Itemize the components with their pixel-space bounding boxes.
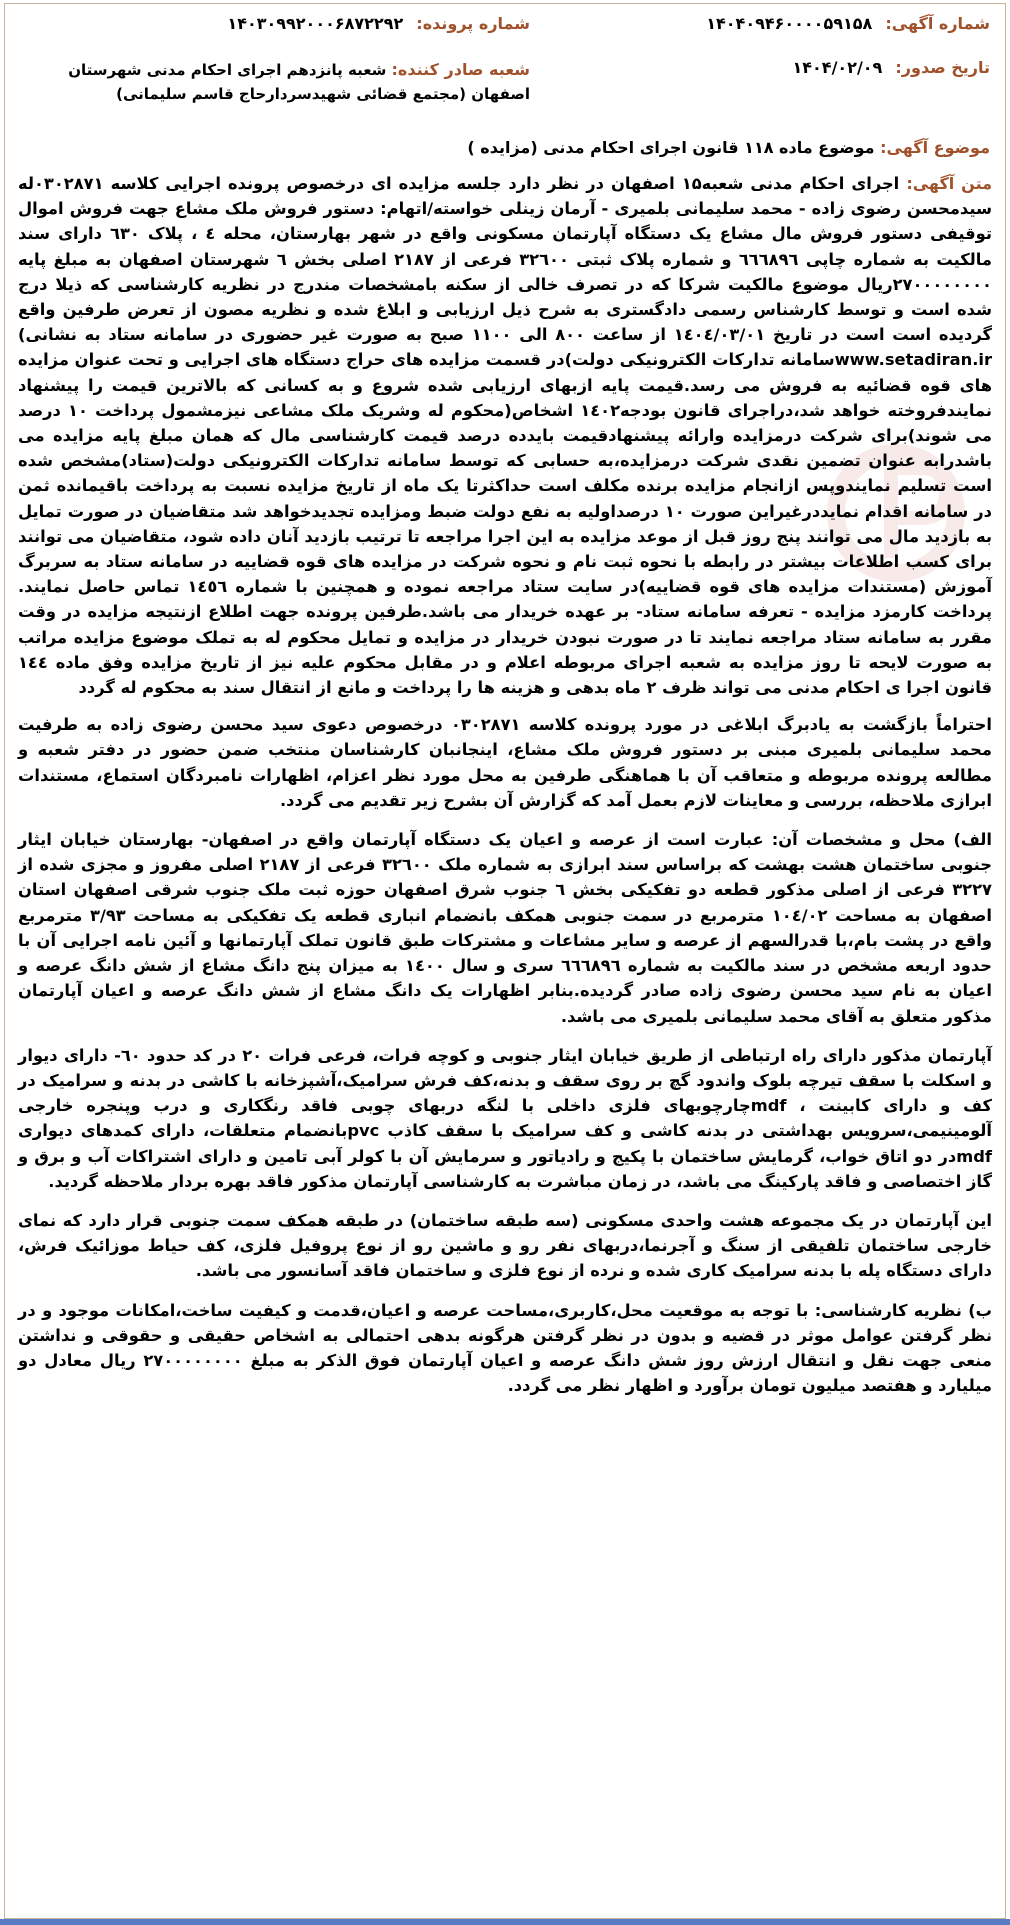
issuing-branch-field	[20, 58, 530, 106]
issue-date-label: تاریخ صدور:	[895, 58, 990, 77]
issuing-branch-value: شعبه پانزدهم اجرای احکام مدنی شهرستان اصفهان (مجتمع قضائی شهیدسردارحاج قاسم سلیمانی)	[68, 61, 530, 103]
body-paragraph	[18, 171, 992, 700]
subject-label: موضوع آگهی:	[880, 138, 990, 157]
notice-document	[10, 14, 1000, 1412]
notice-number-label: شماره آگهی:	[885, 14, 990, 33]
body-paragraph: آپارتمان مذکور دارای راه ارتباطی از طریق خیابان ایثار جنوبی و کوچه فرات، فرعی فرات ۲۰ در کد حدود ٦۰- دارای دیوار و اسکلت با سقف تیرچه بلوک واندود گچ بر روی سقف و بدنه،کف فرش سرامیک،آشپزخانه با کاشی در بدنه و سرامیک در کف و دارای کابینت ، mdfچارچوبهای فلزی داخلی با لنگه دربهای چوبی فاقد رنگکاری و درب وپنجره خارجی آلومینیمی،سرویس بهداشتی در بدنه کاشی و کف سرامیک با سقف کاذب pvcبانضمام متعلقات، دارای کمدهای دیواری mdfدر دو اتاق خواب، گرمایش ساختمان با پکیج و رادیاتور و سرمایش آن با کولر آبی تامین و دارای اشتراکات آب و برق و گاز اختصاصی و فاقد پارکینگ می باشد، در زمان مباشرت به کارشناسی آپارتمان مذکور فاقد بهره بردار ملاحظه گردید.	[18, 1045, 992, 1191]
body-paragraph: احتراماً بازگشت به یادبرگ ابلاغی در مورد پرونده کلاسه ۰۳۰۲۸۷۱ درخصوص دعوی سید محسن رضوی زاده به طرفیت محمد سلیمانی بلمیری مبنی بر دستور فروش ملک مشاع، اینجانبان کارشناسان منتخب ضمن حضور در دفتر شعبه و مطالعه پرونده مربوطه و متعاقب آن با هماهنگی طرفین به محل مورد نظر اعزام، اظهارات نامبردگان استماع، مستندات ابرازی ملاحظه، بررسی و معاینات لازم بعمل آمد که گزارش آن بشرح زیر تقدیم می گردد.	[18, 715, 992, 810]
case-number-value: ۱۴۰۳۰۹۹۲۰۰۰۶۸۷۲۲۹۲	[227, 14, 404, 33]
header-row-numbers	[10, 14, 1000, 58]
notice-body	[18, 171, 992, 1398]
bottom-strip	[0, 1919, 1010, 1925]
issue-date-value: ۱۴۰۴/۰۲/۰۹	[792, 58, 883, 77]
case-number-field	[20, 14, 530, 33]
body-paragraph: الف) محل و مشخصات آن: عبارت است از عرصه و اعیان یک دستگاه آپارتمان واقع در اصفهان- بهارستان خیابان ایثار جنوبی ساختمان هشت بهشت که براساس سند ابرازی به شماره ملک ۳۲٦۰۰ فرعی از ۲۱۸۷ اصلی مفروز و مجزی شده از ۳۲۲۷ فرعی از اصلی مذکور قطعه دو تفکیکی بخش ٦ جنوب شرق اصفهان حوزه ثبت ملک جنوب شرقی اصفهان استان اصفهان به مساحت ۱۰٤/۰۲ مترمربع در سمت جنوبی همکف بانضمام انباری قطعه یک تفکیکی به مساحت ۳/۹۳ مترمربع واقع در پشت بام،با قدرالسهم از عرصه و سایر مشاعات و مشترکات طبق قانون تملک آپارتمانها و آئین نامه اجرایی آن با حدود اربعه مشخص در سند مالکیت به شماره ٦٦٦۸۹٦ سری و سال ۱٤۰۰ به میزان پنج دانگ مشاع از شش دانگ عرصه و اعیان به نام سید محسن رضوی زاده صادر گردیده.بنابر اظهارات یک دانگ مشاع از شش دانگ عرصه و اعیان آپارتمان مذکور متعلق به آقای محمد سلیمانی بلمیری می باشد.	[18, 830, 993, 1026]
body-paragraph: ب) نظریه کارشناسی: با توجه به موقعیت محل،کاربری،مساحت عرصه و اعیان،قدمت و کیفیت ساخت،امکانات موجود و در نظر گرفتن عوامل موثر در قضیه و بدون در نظر گرفتن هرگونه بدهی احتمالی به اشخاص حقیقی و حقوقی و نداشتن منعی جهت نقل و انتقال ارزش روز شش دانگ عرصه و اعیان آپارتمان فوق الذکر به مبلغ ۲۷۰۰۰۰۰۰۰۰ ریال معادل دو میلیارد و هفتصد میلیون تومان برآورد و اظهار نظر می گردد.	[18, 1300, 993, 1396]
subject-line	[10, 138, 990, 157]
body-paragraph: این آپارتمان در یک مجموعه هشت واحدی مسکونی (سه طبقه ساختمان) در طبقه همکف سمت جنوبی قرار دارد که نمای خارجی ساختمان تلفیقی از سنگ و آجرنما،دربهای نفر رو و ماشین رو از نوع پروفیل فلزی، کف حیاط موزائیک فرش، دارای دستگاه پله با بدنه سرامیک کاری شده و نرده از نوع فلزی و ساختمان فاقد آسانسور می باشد.	[18, 1210, 992, 1281]
notice-number-value: ۱۴۰۴۰۹۴۶۰۰۰۰۵۹۱۵۸	[706, 14, 873, 33]
header-row-date-branch	[10, 58, 1000, 102]
notice-number-field	[706, 14, 990, 33]
issue-date-field	[793, 58, 991, 77]
body-label: متن آگهی:	[906, 174, 993, 193]
issuing-branch-label: شعبه صادر کننده:	[391, 60, 530, 79]
body-paragraph-text: اجرای احکام مدنی شعبه۱۵ اصفهان در نظر دارد جلسه مزایده ای درخصوص پرونده اجرایی کلاسه ۰۳۰۲۸۷۱له سیدمحسن رضوی زاده - محمد سلیمانی بلمیری - آرمان زینلی خواسته/اتهام: دستور فروش ملک مشاع جهت فروش اموال توقیفی دستور فروش مال مشاع یک دستگاه آپارتمان مسکونی واقع در شهر بهارستان، محله ٤ ، پلاک ٦۳۰ دارای سند مالکیت به شماره چاپی ٦٦٦۸۹٦ و شماره پلاک ثبتی ۳۲٦۰۰ فرعی از ۲۱۸۷ اصلی بخش ٦ شهرستان اصفهان به مبلغ پایه ۲۷۰۰۰۰۰۰۰۰ریال موضوع مالکیت شرکا که در تصرف خالی از سکنه بامشخصات مندرج در نظریه کارشناسی که ذیلا درج شده است و توسط کارشناس رسمی دادگستری به شرح ذیل ارزیابی و ابلاغ شده و نظریه مصون از تعرض طرفین واقع گردیده است است در تاریخ ۱٤۰٤/۰۳/۰۱ از ساعت ۸۰۰ الی ۱۱۰۰ صبح به صورت غیر حضوری در سامانه ستاد به نشانی) www.setadiran.irسامانه تدارکات الکترونیکی دولت)در قسمت مزایده های حراج دستگاه های اجرایی و تحت عنوان مزایده های قوه قضائیه به فروش می رسد.قیمت پایه ازبهای ارزیابی شده شروع و به کسانی که بالاترین قیمت را پیشنهاد نمایندفروخته خواهد شد،دراجرای قانون بودجه۱٤۰۲ اشخاص(محکوم له وشریک ملک مشاعی نیزمشمول پرداخت ۱۰ درصد می شوند)برای شرکت درمزایده وارائه پیشنهادقیمت بایدده درصد قیمت کارشناسی مال که همان مبلغ پایه مزایده می باشدرابه عنوان تضمین نقدی شرکت درمزایده،به حسابی که توسط سامانه تدارکات الکترونیکی دولت(ستاد)مشخص شده است تسلیم نمایندوپس ازانجام مزایده برنده مکلف است حداکثرتا یک ماه از تاریخ مزایده نسبت به پرداخت باقیمانده ثمن در سامانه اقدام نمایددرغیراین صورت ۱۰ درصداولیه به نفع دولت ضبط ومزایده تجدیدخواهد شد متقاضیان در صورت تمایل به بازدید مال می توانند پنج روز قبل از موعد مزایده به این اجرا مراجعه تا ترتیب بازدید آنان داده شود، متقاضیان می توانند برای کسب اطلاعات بیشتر در رابطه با نحوه ثبت نام و نحوه شرکت در مزایده های قوه قضاییه در سامانه ستاد به سربرگ آموزش (مستندات مزایده های قوه قضاییه)در سایت ستاد مراجعه نموده و همچنین با شماره ۱٤٥٦ تماس حاصل نمایند. پرداخت کارمزد مزایده - تعرفه سامانه ستاد- بر عهده خریدار می باشد.طرفین پرونده جهت اطلاع ازنتیجه مزایده در وقت مقرر به سامانه ستاد مراجعه نمایند تا در صورت نبودن خریدار در مزایده و تمایل محکوم له به تملک موضوع مزایده مراتب به صورت لایحه تا روز مزایده به شعبه اجرای مربوطه اعلام و در مقابل محکوم علیه نیز از تاریخ مزایده وفق ماده ۱٤٤ قانون اجرا ی احکام مدنی می تواند ظرف ۲ ماه بدهی و هزینه ها را پرداخت و مانع از انتقال سند به محکوم له گردد	[18, 174, 992, 698]
case-number-label: شماره پرونده:	[416, 14, 530, 33]
subject-text: موضوع ماده ۱۱۸ قانون اجرای احکام مدنی (مزایده )	[467, 138, 875, 157]
